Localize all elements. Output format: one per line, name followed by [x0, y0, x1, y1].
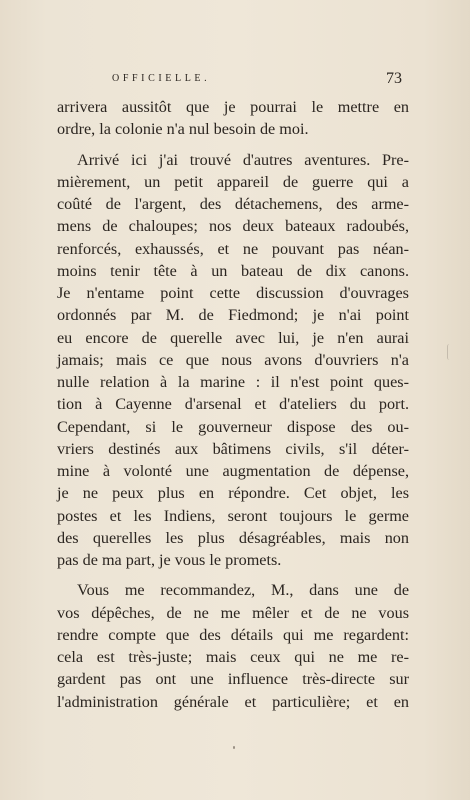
text-line: rendre compte que des détails qui me regardent:: [57, 625, 409, 644]
paragraph-gap: [57, 571, 409, 579]
text-line: des querelles les plus désagréables, mais non: [57, 528, 409, 547]
running-title: OFFICIELLE.: [112, 73, 211, 84]
text-line: mièrement, un petit appareil de guerre qui a: [57, 172, 409, 191]
text-line: vos dépêches, de ne me mêler et de ne vous: [57, 603, 409, 622]
paragraph: [57, 579, 409, 713]
text-line: arrivera aussitôt que je pourrai le mettre en: [57, 98, 409, 116]
text-line: Je n'entame point cette discussion d'ouvrages: [57, 284, 409, 302]
text-line: nulle relation à la marine : il n'est point ques-: [57, 373, 409, 391]
paragraph: [57, 96, 409, 141]
text-line: renforcés, exhaussés, et ne pouvant pas néan-: [57, 239, 409, 258]
text-line: Arrivé ici j'ai trouvé d'autres aventures. Pre-: [77, 150, 409, 169]
text-line: l'administration générale et particulière; et en: [57, 692, 409, 711]
text-line: Cependant, si le gouverneur dispose des ou-: [57, 417, 409, 436]
page-number: 73: [386, 70, 402, 87]
text-line: tion à Cayenne d'arsenal et d'ateliers du port.: [57, 395, 409, 414]
paragraph-gap: [57, 141, 409, 149]
text-line: cela est très-juste; mais ceux qui ne me re-: [57, 648, 409, 666]
bottom-dot: [233, 746, 235, 749]
text-line: coûté de l'argent, des détachemens, des arme-: [57, 195, 409, 213]
margin-mark: [447, 344, 452, 360]
text-line: mine à volonté une augmentation de dépense,: [57, 462, 409, 480]
text-line: jamais; mais ce que nous avons d'ouvriers n'a: [57, 350, 409, 369]
text-line: postes et les Indiens, seront toujours le germe: [57, 506, 409, 525]
text-line: moins tenir tête à un bateau de dix canons.: [57, 261, 409, 280]
text-line: Vous me recommandez, M., dans une de: [77, 581, 409, 600]
text-line: vriers destinés aux bâtimens civils, s'il déter-: [57, 439, 409, 458]
text-line: ordre, la colonie n'a nul besoin de moi.: [57, 120, 309, 139]
running-head: [112, 70, 402, 90]
paragraph: [57, 149, 409, 572]
text-line: ordonnés par M. de Fiedmond; je n'ai point: [57, 306, 409, 325]
text-line: je ne peux plus en répondre. Cet objet, les: [57, 484, 409, 503]
text-line: eu encore de querelle avec lui, je n'en aurai: [57, 328, 409, 347]
text-line: gardent pas ont une influence très-directe sur: [57, 670, 409, 689]
text-line: mens de chaloupes; nos deux bateaux radoubés,: [57, 217, 409, 236]
text-line: pas de ma part, je vous le promets.: [57, 551, 282, 569]
page-body-text: [57, 96, 409, 713]
